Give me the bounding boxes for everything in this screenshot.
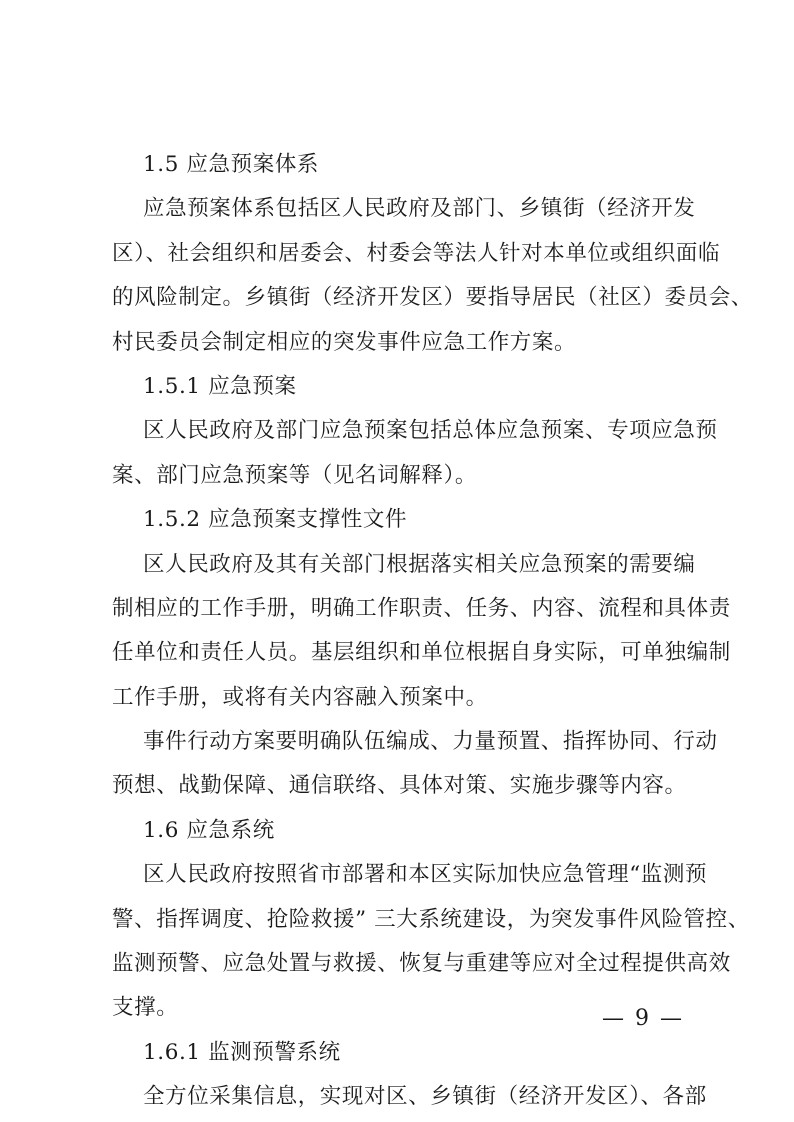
- paragraph-line: 村民委员会制定相应的突发事件应急工作方案。: [112, 329, 577, 355]
- paragraph-line: 监测预警、应急处置与救援、恢复与重建等应对全过程提供高效: [112, 951, 731, 977]
- paragraph-line: 的风险制定。乡镇街（经济开发区）要指导居民（社区）委员会、: [112, 285, 753, 311]
- paragraph-line: 事件行动方案要明确队伍编成、力量预置、指挥协同、行动: [143, 729, 718, 755]
- section-heading: 1.5.1 应急预案: [143, 373, 297, 399]
- paragraph-line: 工作手册，或将有关内容融入预案中。: [112, 684, 488, 710]
- paragraph-line: 区人民政府及部门应急预案包括总体应急预案、专项应急预: [143, 418, 718, 444]
- paragraph-line: 警、指挥调度、抢险救援” 三大系统建设，为突发事件风险管控、: [112, 906, 750, 932]
- paragraph-line: 支撑。: [112, 995, 179, 1021]
- paragraph-line: 区人民政府按照省市部署和本区实际加快应急管理“监测预: [143, 862, 708, 888]
- paragraph-line: 案、部门应急预案等（见名词解释）。: [112, 462, 477, 488]
- paragraph-line: 区）、社会组织和居委会、村委会等法人针对本单位或组织面临: [112, 240, 721, 266]
- paragraph-line: 区人民政府及其有关部门根据落实相关应急预案的需要编: [143, 551, 696, 577]
- paragraph-line: 任单位和责任人员。基层组织和单位根据自身实际，可单独编制: [112, 640, 731, 666]
- paragraph-line: 制相应的工作手册，明确工作职责、任务、内容、流程和具体责: [112, 595, 731, 621]
- document-body: [112, 143, 753, 1120]
- section-heading: 1.5.2 应急预案支撑性文件: [143, 507, 408, 533]
- section-heading: 1.5 应急预案体系: [143, 152, 320, 177]
- section-heading: 1.6 应急系统: [143, 817, 275, 843]
- paragraph-line: 应急预案体系包括区人民政府及部门、乡镇街（经济开发: [143, 196, 696, 222]
- paragraph-line: 预想、战勤保障、通信联络、具体对策、实施步骤等内容。: [112, 773, 687, 799]
- section-heading: 1.6.1 监测预警系统: [143, 1039, 341, 1065]
- paragraph-line: 全方位采集信息，实现对区、乡镇街（经济开发区）、各部: [143, 1084, 707, 1110]
- page-number: — 9 —: [602, 1006, 684, 1031]
